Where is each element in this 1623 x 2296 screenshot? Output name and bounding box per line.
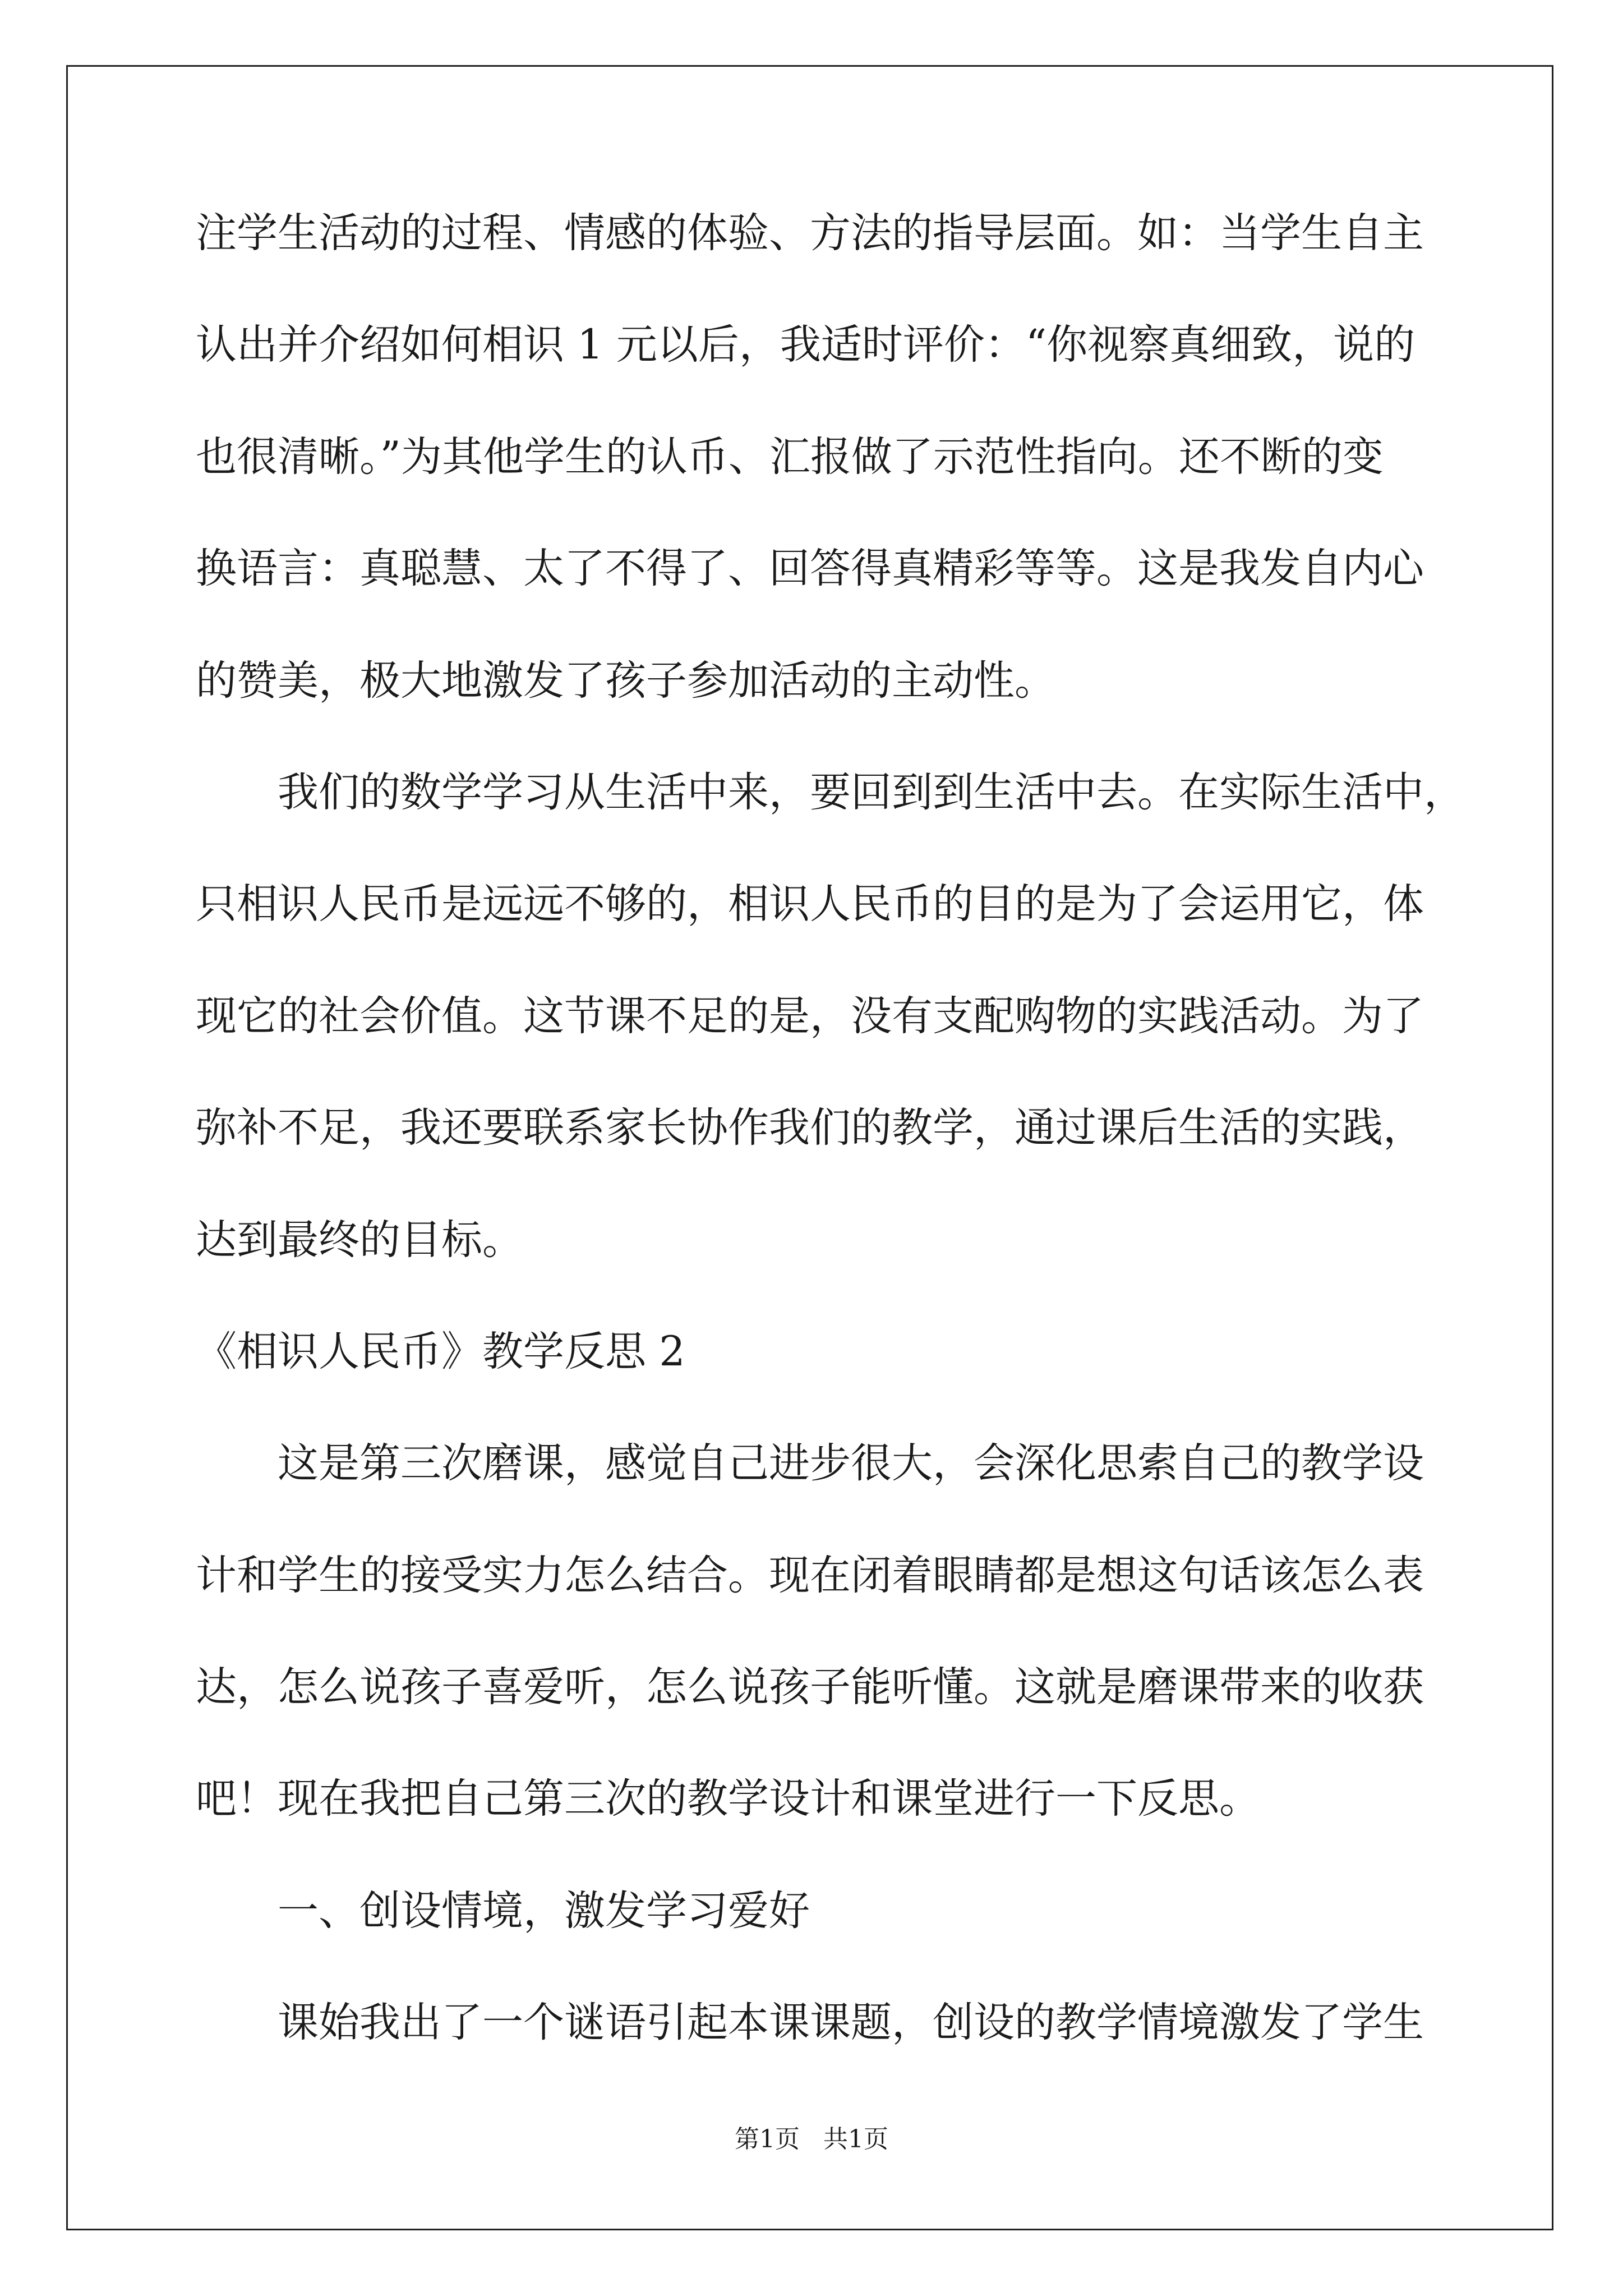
paragraph-line: 这是第三次磨课，感觉自己进步很大，会深化思索自己的教学设 xyxy=(278,1439,1424,1488)
paragraph-line: 的赞美，极大地激发了孩子参加活动的主动性。 xyxy=(196,656,1055,705)
paragraph-line: 达，怎么说孩子喜爱听，怎么说孩子能听懂。这就是磨课带来的收获 xyxy=(196,1663,1424,1711)
paragraph-line: 达到最终的目标。 xyxy=(196,1216,523,1264)
section-title: 《相识人民币》教学反思 2 xyxy=(196,1327,685,1375)
paragraph-line: 吧！现在我把自己第三次的教学设计和课堂进行一下反思。 xyxy=(196,1775,1260,1823)
paragraph-line: 课始我出了一个谜语引起本课课题，创设的教学情境激发了学生 xyxy=(278,1999,1424,2047)
paragraph-line: 注学生活动的过程、情感的体验、方法的指导层面。如：当学生自主 xyxy=(196,209,1424,257)
paragraph-line: 计和学生的接受实力怎么结合。现在闭着眼睛都是想这句话该怎么表 xyxy=(196,1551,1424,1599)
page-footer: 第1页 共1页 xyxy=(735,2125,888,2154)
paragraph-line: 我们的数学学习从生活中来，要回到到生活中去。在实际生活中， xyxy=(278,768,1465,816)
paragraph-line: 也很清晰。”为其他学生的认币、汇报做了示范性指向。还不断的变 xyxy=(196,432,1384,481)
document-body xyxy=(196,208,1465,2109)
paragraph-line: 现它的社会价值。这节课不足的是，没有支配购物的实践活动。为了 xyxy=(196,992,1424,1040)
paragraph-line: 认出并介绍如何相识 1 元以后，我适时评价：“你视察真细致，说的 xyxy=(196,321,1415,369)
paragraph-line: 只相识人民币是远远不够的，相识人民币的目的是为了会运用它，体 xyxy=(196,880,1424,928)
paragraph-line: 弥补不足，我还要联系家长协作我们的教学，通过课后生活的实践， xyxy=(196,1104,1424,1152)
paragraph-line: 换语言：真聪慧、太了不得了、回答得真精彩等等。这是我发自内心 xyxy=(196,545,1424,593)
subsection-heading: 一、创设情境，激发学习爱好 xyxy=(278,1887,810,1935)
